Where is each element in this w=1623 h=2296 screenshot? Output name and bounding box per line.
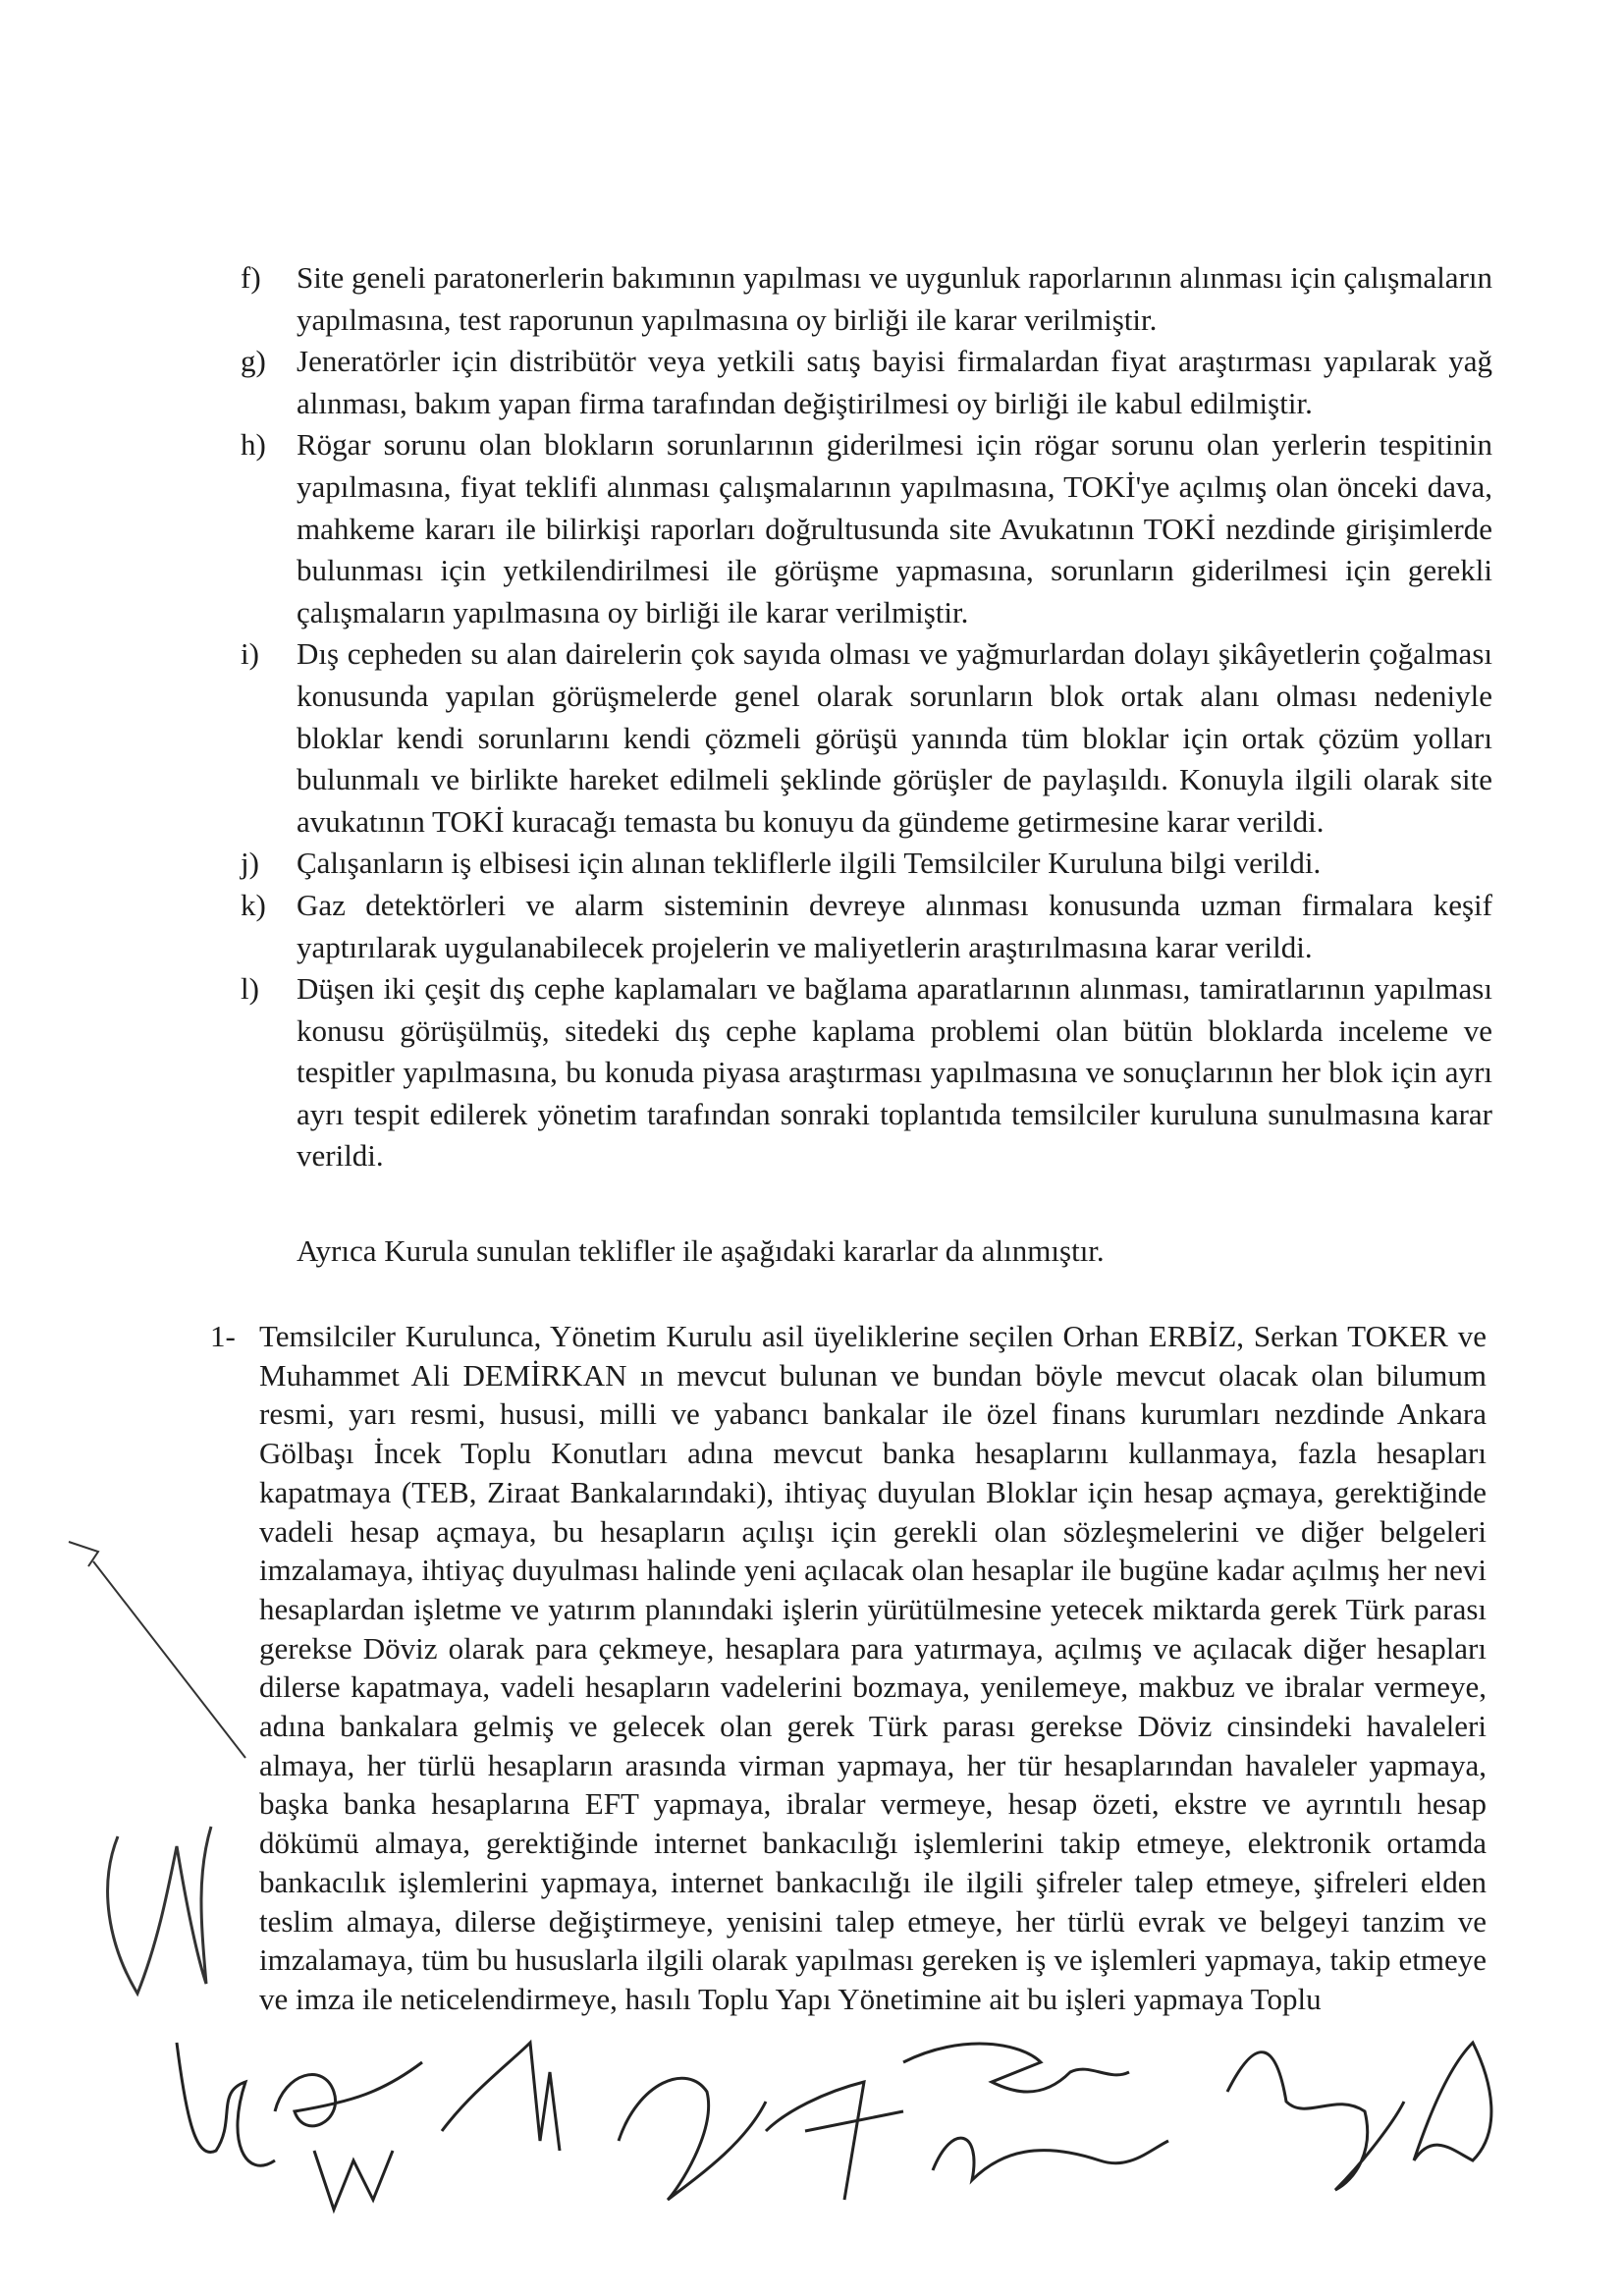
item-number: 1- — [210, 1319, 236, 1353]
margin-signature-scribble — [108, 1827, 211, 1994]
signature-6 — [766, 2082, 903, 2200]
decision-item-i — [241, 633, 1492, 843]
signature-2 — [275, 2062, 422, 2126]
item-label: k) — [241, 887, 266, 922]
decision-item-l — [241, 968, 1492, 1177]
bottom-signatures — [157, 2003, 1512, 2239]
item-text: Gaz detektörleri ve alarm sisteminin devreye alınması konusunda uzman firmalara keşif yaptırılarak uygulanabilecek projelerin ve maliyetlerin araştırılmasına karar verildi. — [297, 887, 1492, 964]
additional-decisions-intro: Ayrıca Kurula sunulan teklifler ile aşağıdaki kararlar da alınmıştır. — [297, 1233, 1105, 1268]
item-text: Çalışanların iş elbisesi için alınan tekliflerle ilgili Temsilciler Kuruluna bilgi verildi. — [297, 846, 1322, 881]
item-label: g) — [241, 344, 266, 379]
numbered-decision-list — [210, 1317, 1487, 2019]
decision-item-g — [241, 341, 1492, 424]
decision-item-f — [241, 257, 1492, 341]
signature-5 — [619, 2078, 766, 2200]
margin-signature-marks — [59, 1532, 255, 2023]
item-label: l) — [241, 971, 259, 1007]
signature-1 — [177, 2043, 275, 2165]
signature-7 — [903, 2044, 1129, 2092]
item-label: i) — [241, 636, 259, 672]
decision-list — [241, 257, 1492, 1177]
item-text: Temsilciler Kurulunca, Yönetim Kurulu asil üyeliklerine seçilen Orhan ERBİZ, Serkan TOKER ve Muhammet Ali DEMİRKAN ın mevcut bulunan ve bundan böyle mevcut olacak olan bilumum resmi, yarı resmi, hususi, milli ve yabancı bankalar ile özel finans kurumları nezdinde Ankara Gölbaşı İncek Toplu Konutları adına mevcut banka hesaplarını kullanmaya, fazla hesapları kapatmaya (TEB, Ziraat Bankalarındaki), ihtiyaç duyulan Bloklar için hesap açmaya, gerektiğinde vadeli hesap açmaya, bu hesapların açılışı için gerekli olan sözleşmelerini ve diğer belgeleri imzalamaya, ihtiyaç duyulması halinde yeni açılacak olan hesaplar ile bugüne kadar açılmış her nevi hesaplardan işletme ve yatırım planındaki işlerin yürütülmesine yetecek miktarda gerek Türk parası gerekse Döviz olarak para çekmeye, hesaplara para yatırmaya, açılmış ve açılacak diğer hesapları dilerse kapatmaya, vadeli hesapların vadelerini bozmaya, yenilemeye, makbuz ve ibralar vermeye, adına bankalara gelmiş ve gelecek olan gerek Türk parası gerekse Döviz cinsindeki havaleleri almaya, her türlü hesapların arasında virman yapmaya, her tür hesaplarından havaleler yapmaya, başka banka hesaplarına EFT yapmaya, ibralar vermeye, hesap özeti, ekstre ve ayrıntılı hesap dökümü almaya, gerektiğinde internet bankacılığı işlemlerini takip etmeye, elektronik ortamda bankacılık işlemlerini yapmaya, internet bankacılığı ile ilgili şifreler talep etmeye, şifreleri elden teslim almaya, dilerse değiştirmeye, yenisini talep etmeye, her türlü evrak ve belgeyi tanzim ve imzalamaya, tüm bu hususlarla ilgili olarak yapılması gereken iş ve işlemleri yapmaya, takip etmeye ve imza ile neticelendirmeye, hasılı Toplu Yapı Yönetimine ait bu işleri yapmaya Toplu — [259, 1319, 1487, 2016]
item-text: Rögar sorunu olan blokların sorunlarının giderilmesi için rögar sorunu olan yerlerin tespitinin yapılmasına, fiyat teklifi alınması çalışmalarının yapılmasına, TOKİ'ye açılmış olan önceki dava, mahkeme kararı ile bilirkişi raporları doğrultusunda site Avukatının TOKİ nezdinde girişimlerde bulunması için yetkilendirilmesi ile görüşme yapmasına, sorunların giderilmesi için gerekli çalışmaların yapılmasına oy birliği ile karar verilmiştir. — [297, 427, 1492, 629]
decision-item-k — [241, 885, 1492, 968]
margin-signature-stroke — [69, 1542, 245, 1758]
signature-4 — [442, 2043, 560, 2151]
signature-9 — [1227, 2052, 1404, 2190]
signature-3 — [314, 2151, 393, 2210]
item-label: h) — [241, 427, 266, 463]
item-text: Dış cepheden su alan dairelerin çok sayıda olması ve yağmurlardan dolayı şikâyetlerin çoğalması konusunda yapılan görüşmelerde genel olarak sorunların blok ortak alanı olması nedeniyle bloklar kendi sorunlarını kendi çözmeli görüşü yanında tüm bloklar için ortak çözüm yolları bulunmalı ve birlikte hareket edilmeli şeklinde görüşler de paylaşıldı. Konuyla ilgili olarak site avukatının TOKİ kuracağı temasta bu konuyu da gündeme getirmesine karar verildi. — [297, 636, 1492, 839]
signature-8 — [933, 2138, 1168, 2180]
item-text: Site geneli paratonerlerin bakımının yapılması ve uygunluk raporlarının alınması için çalışmaların yapılmasına, test raporunun yapılmasına oy birliği ile karar verilmiştir. — [297, 260, 1492, 337]
item-text: Jeneratörler için distribütör veya yetkili satış bayisi firmalardan fiyat araştırması yapılarak yağ alınması, bakım yapan firma tarafından değiştirilmesi oy birliği ile kabul edilmiştir. — [297, 344, 1492, 420]
decision-item-h — [241, 424, 1492, 633]
signature-10 — [1414, 2043, 1491, 2160]
item-label: j) — [241, 846, 259, 881]
decision-item-j — [241, 843, 1492, 885]
item-text: Düşen iki çeşit dış cephe kaplamaları ve bağlama aparatlarının alınması, tamiratlarının yapılması konusu görüşülmüş, sitedeki dış cephe kaplama problemi olan bütün bloklarda inceleme ve tespitler yapılmasına, bu konuda piyasa araştırması yapılmasına ve sonuçlarının her blok için ayrı ayrı tespit edilerek yönetim tarafından sonraki toplantıda temsilciler kuruluna sunulmasına karar verildi. — [297, 971, 1492, 1174]
item-label: f) — [241, 260, 261, 295]
numbered-decision-1 — [210, 1317, 1487, 2019]
